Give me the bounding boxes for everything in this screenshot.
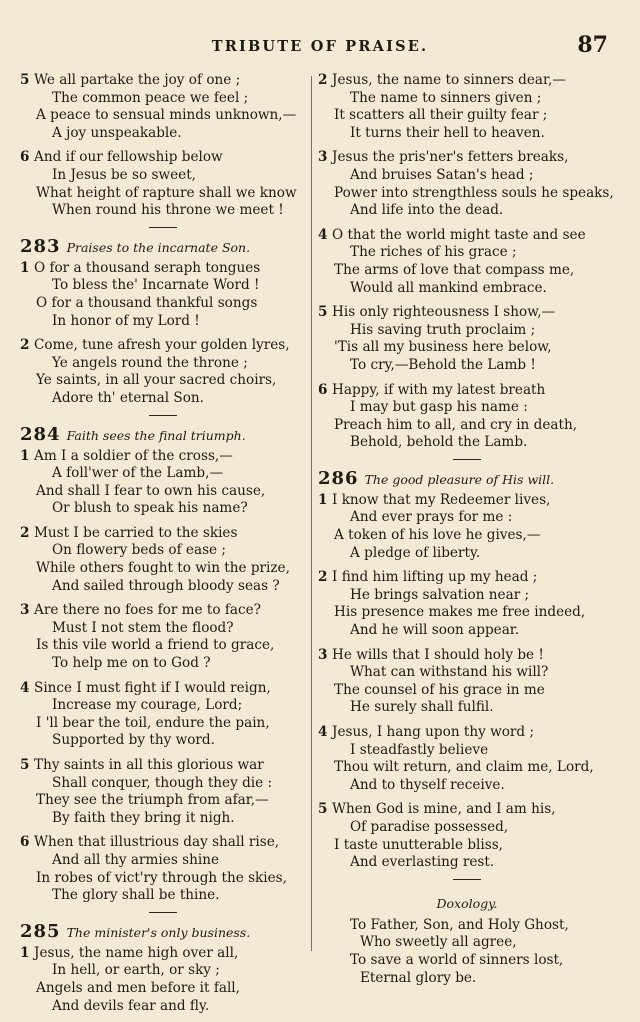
hymn-heading (318, 467, 616, 490)
verse-line: When round his throne we meet ! (52, 202, 284, 219)
verse-line: And everlasting rest. (350, 854, 495, 871)
verse-line: On flowery beds of ease ; (52, 542, 227, 559)
verse-line: The counsel of his grace in me (334, 681, 545, 698)
column-divider (311, 76, 312, 951)
verse-line: Jesus, the name high over all, (34, 944, 239, 961)
verse-line: A joy unspeakable. (52, 124, 182, 141)
verse-line: To help me on to God ? (52, 655, 211, 672)
verse-line: Of paradise possessed, (350, 818, 509, 835)
verse-line: Is this vile world a friend to grace, (36, 637, 275, 654)
verse (20, 260, 305, 330)
verse-number: 6 (20, 834, 30, 851)
verse-line: To cry,—Behold the Lamb ! (350, 356, 536, 373)
verse (20, 757, 305, 827)
verse-line: Come, tune afresh your golden lyres, (34, 337, 290, 354)
verse-line: His presence makes me free indeed, (334, 604, 586, 621)
verse-line: Must I be carried to the skies (34, 524, 238, 541)
verse-line: Happy, if with my latest breath (332, 381, 546, 398)
verse-line: Preach him to all, and cry in death, (334, 416, 578, 433)
verse-number: 1 (20, 944, 30, 961)
verse (20, 337, 305, 407)
verse-line: When God is mine, and I am his, (332, 801, 556, 818)
verse-line: It scatters all their guilty fear ; (334, 107, 548, 124)
verse-line: To Father, Son, and Holy Ghost, (350, 916, 569, 933)
verse (318, 647, 616, 717)
verse-line: Behold, behold the Lamb. (350, 434, 528, 451)
verse-number: 3 (318, 149, 328, 166)
verse-number: 2 (318, 569, 328, 586)
verse-number: 6 (318, 381, 328, 398)
verse-line: Since I must fight if I would reign, (34, 679, 271, 696)
verse-line: And life into the dead. (350, 202, 504, 219)
verse-line: In honor of my Lord ! (52, 312, 200, 329)
verse-number: 1 (318, 491, 328, 508)
verse-line: While others fought to win the prize, (36, 560, 290, 577)
verse-line: Jesus the pris'ner's fetters breaks, (332, 149, 569, 166)
verse (318, 382, 616, 452)
hymn-number: 286 (318, 467, 359, 489)
verse-line: What height of rapture shall we know (36, 184, 297, 201)
verse-line: I may but gasp his name : (350, 399, 528, 416)
verse-line: I know that my Redeemer lives, (332, 491, 551, 508)
verse-number: 3 (318, 646, 328, 663)
verse (20, 149, 305, 219)
verse-line: The riches of his grace ; (350, 244, 517, 261)
verse (318, 492, 616, 562)
verse-line: A peace to sensual minds unknown,— (36, 107, 297, 124)
verse-line: To bless the' Incarnate Word ! (52, 277, 260, 294)
verse-line: He wills that I should holy be ! (332, 646, 544, 663)
verse-line: I 'll bear the toil, endure the pain, (36, 714, 270, 731)
verse-line: Would all mankind embrace. (350, 279, 547, 296)
verse-line: And all thy armies shine (52, 851, 219, 868)
verse-line: Ye angels round the throne ; (52, 354, 248, 371)
hymn-separator (149, 415, 177, 416)
hymn-title: Praises to the incarnate Son. (66, 239, 251, 255)
hymn-title: The good pleasure of His will. (364, 471, 555, 487)
verse-line: Or blush to speak his name? (52, 500, 248, 517)
verse-line: He surely shall fulfil. (350, 699, 494, 716)
verse-line: His saving truth proclaim ; (350, 321, 536, 338)
verse-line: I find him lifting up my head ; (332, 569, 538, 586)
verse-number: 3 (20, 602, 30, 619)
right-column (318, 72, 616, 987)
hymn-heading (20, 423, 305, 446)
verse (20, 834, 305, 904)
verse-number: 4 (318, 724, 328, 740)
verse-number: 4 (318, 226, 328, 243)
verse-line: In hell, or earth, or sky ; (52, 962, 220, 979)
verse-number: 4 (20, 679, 30, 696)
verse-line: And ever prays for me : (350, 509, 513, 526)
verse (20, 72, 305, 142)
verse (318, 569, 616, 639)
hymn-title: Faith sees the final triumph. (66, 427, 246, 443)
hymn-number: 283 (20, 235, 61, 257)
verse-line: Angels and men before it fall, (36, 979, 240, 996)
verse-line: Increase my courage, Lord; (52, 697, 243, 714)
verse-line: The name to sinners given ; (350, 89, 542, 106)
verse-number: 2 (20, 524, 30, 541)
verse-line: Jesus, the name to sinners dear,— (332, 72, 566, 88)
hymn-separator (149, 912, 177, 913)
verse (20, 525, 305, 595)
verse-line: He brings salvation near ; (350, 586, 530, 603)
doxology (318, 896, 616, 987)
page-number: 87 (577, 32, 608, 58)
verse-line: Ye saints, in all your sacred choirs, (36, 372, 277, 389)
verse (318, 149, 616, 219)
verse-line: I taste unutterable bliss, (334, 836, 503, 853)
verse-line: We all partake the joy of one ; (34, 72, 241, 88)
verse-line: O for a thousand seraph tongues (34, 259, 261, 276)
verse (20, 448, 305, 518)
left-column (20, 72, 305, 1022)
verse-line: And shall I fear to own his cause, (36, 482, 266, 499)
verse-line: In robes of vict'ry through the skies, (36, 869, 287, 886)
verse-line: In Jesus be so sweet, (52, 166, 197, 183)
verse-number: 2 (20, 337, 30, 354)
verse-line: A pledge of liberty. (350, 544, 481, 561)
verse-line: Adore th' eternal Son. (52, 389, 204, 406)
verse-line: Who sweetly all agree, (360, 934, 517, 951)
verse-line: And devils fear and fly. (52, 997, 210, 1014)
verse-line: And to thyself receive. (350, 776, 505, 793)
verse-line: O for a thousand thankful songs (36, 294, 258, 311)
verse (20, 680, 305, 750)
verse-line: Thou wilt return, and claim me, Lord, (334, 759, 594, 776)
hymn-heading (20, 235, 305, 258)
verse-number: 5 (318, 304, 328, 321)
verse-line: And if our fellowship below (34, 149, 223, 166)
hymn-heading (20, 920, 305, 943)
verse-line: A foll'wer of the Lamb,— (52, 465, 224, 482)
hymn-separator (453, 879, 481, 880)
doxology-title: Doxology. (436, 895, 498, 911)
verse (20, 602, 305, 672)
verse-line: They see the triumph from afar,— (36, 792, 269, 809)
verse-line: The common peace we feel ; (52, 89, 249, 106)
hymn-number: 285 (20, 920, 61, 942)
page-header (0, 32, 640, 66)
verse-line: His only righteousness I show,— (332, 304, 556, 321)
verse-number: 5 (318, 801, 328, 818)
verse-line: It turns their hell to heaven. (350, 124, 545, 141)
verse-line: I steadfastly believe (350, 741, 489, 758)
verse-line: To save a world of sinners lost, (350, 951, 564, 968)
verse (20, 945, 305, 1015)
verse-line: A token of his love he gives,— (334, 527, 541, 544)
verse-number: 6 (20, 149, 30, 166)
verse-line: The glory shall be thine. (52, 887, 220, 904)
hymn-number: 284 (20, 423, 61, 445)
verse-number: 5 (20, 757, 30, 773)
verse-number: 5 (20, 72, 30, 88)
verse-line: And bruises Satan's head ; (350, 166, 534, 183)
verse (318, 801, 616, 871)
verse-number: 2 (318, 72, 328, 88)
hymn-title: The minister's only business. (66, 924, 251, 940)
verse-number: 1 (20, 447, 30, 464)
verse (318, 72, 616, 142)
verse-line: Power into strengthless souls he speaks, (334, 184, 614, 201)
verse-line: Supported by thy word. (52, 732, 215, 749)
verse-line: Eternal glory be. (360, 969, 477, 986)
running-title: TRIBUTE OF PRAISE. (211, 38, 429, 55)
verse-line: And he will soon appear. (350, 622, 520, 639)
verse-line: When that illustrious day shall rise, (34, 834, 280, 851)
hymn-separator (453, 459, 481, 460)
verse-line: Jesus, I hang upon thy word ; (332, 724, 535, 740)
verse-line: Must I not stem the flood? (52, 619, 234, 636)
verse (318, 227, 616, 297)
verse-line: What can withstand his will? (350, 664, 549, 681)
verse (318, 304, 616, 374)
verse-line: And sailed through bloody seas ? (52, 577, 280, 594)
verse-line: By faith they bring it nigh. (52, 809, 235, 826)
verse-line: Am I a soldier of the cross,— (34, 447, 233, 464)
verse-line: The arms of love that compass me, (334, 261, 575, 278)
verse-line: Are there no foes for me to face? (34, 602, 261, 619)
verse-line: 'Tis all my business here below, (334, 339, 552, 356)
verse (318, 724, 616, 794)
hymn-separator (149, 227, 177, 228)
verse-number: 1 (20, 259, 30, 276)
verse-line: O that the world might taste and see (332, 226, 586, 243)
verse-line: Shall conquer, though they die : (52, 774, 273, 791)
verse-line: Thy saints in all this glorious war (34, 757, 264, 773)
